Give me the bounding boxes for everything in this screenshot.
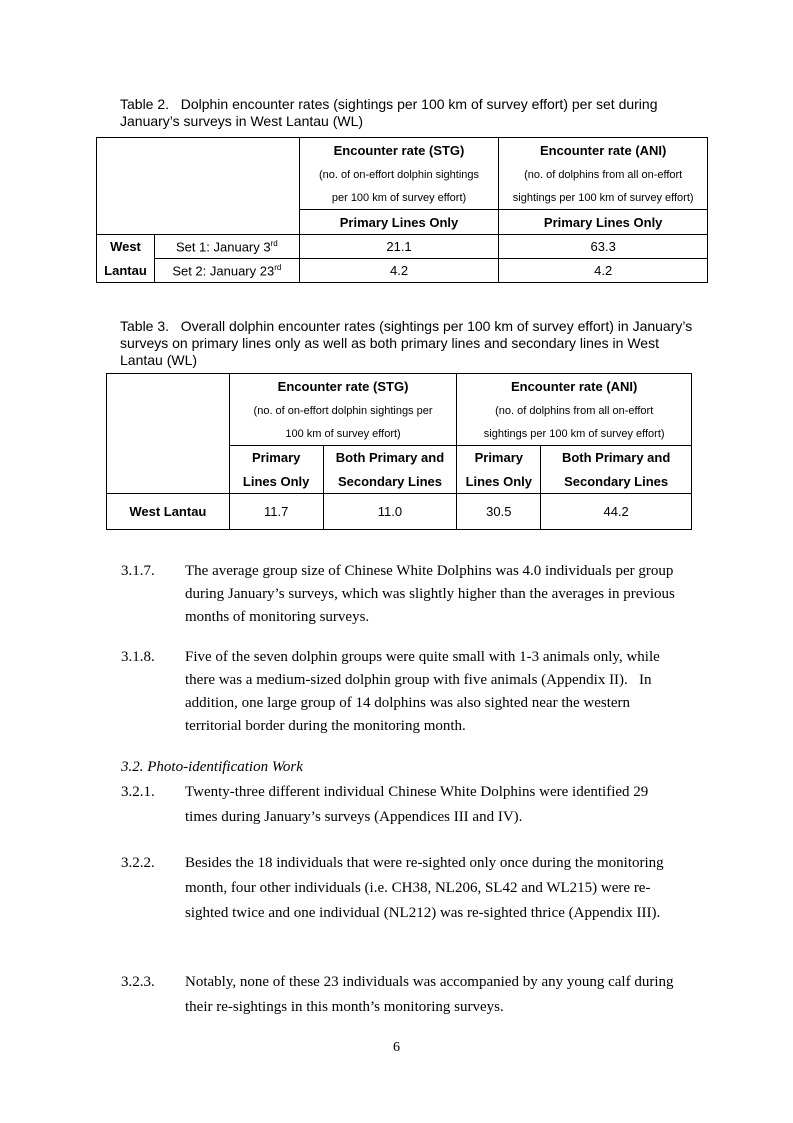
table3-col-both-l2: Secondary Lines [541,470,692,494]
table2-set-text: Set 1: January 3 [175,239,271,255]
table3-stg-header: Encounter rate (STG) [229,374,457,400]
table2-set-superscript: rd [274,262,282,272]
table3-col-primary-l1: Primary [229,446,323,470]
table-row [97,235,708,259]
table2-stg-primary-only: Primary Lines Only [299,210,499,235]
paragraph-text: Twenty-three different individual Chinese White Dolphins were identified 29 times during January’s surveys (Appendices III and IV). [185,784,649,825]
table3-corner-cell [107,374,230,494]
paragraph-3-1-8 [121,646,681,738]
table2-stg-value: 4.2 [299,259,499,283]
table2-caption-number: Table 2. [120,96,170,112]
table3-stg-subheader-1: (no. of on-effort dolphin sightings per [229,400,457,423]
table3-caption [120,318,700,369]
table3 [106,373,692,530]
paragraph-number: 3.2.2. [121,855,155,871]
paragraph-number: 3.2.3. [121,974,155,990]
paragraph-number: 3.1.8. [121,649,155,665]
table3-stg-subheader-2: 100 km of survey effort) [229,423,457,446]
table3-col-primary-l2: Lines Only [457,470,541,494]
table2-stg-subheader-1: (no. of on-effort dolphin sightings [299,164,499,187]
table2-corner-cell [97,138,300,235]
paragraph-3-2-3 [121,970,681,1020]
table3-col-primary-l2: Lines Only [229,470,323,494]
table3-value: 11.7 [229,494,323,530]
table2-stg-value: 21.1 [299,235,499,259]
paragraph-3-2-1 [121,780,681,830]
table2-ani-value: 4.2 [499,259,708,283]
table3-col-both-l2: Secondary Lines [323,470,457,494]
paragraph-number: 3.2.1. [121,784,155,800]
table2-ani-subheader-2: sightings per 100 km of survey effort) [499,187,708,210]
page-number: 6 [393,1040,400,1055]
paragraph-text: The average group size of Chinese White Dolphins was 4.0 individuals per group during January’s surveys, which was slightly higher than the averages in previous months of monitoring surveys. [185,563,675,625]
table2-caption [120,96,700,130]
paragraph-text: Besides the 18 individuals that were re-sighted only once during the monitoring month, four other individuals (i.e. CH38, NL206, SL42 and WL215) were re-sighted twice and one individual (NL212) was re-sighted thrice (Appendix III). [185,855,664,921]
table3-col-both-l1: Both Primary and [541,446,692,470]
table2-set-superscript: rd [270,238,278,248]
table3-ani-subheader-1: (no. of dolphins from all on-effort [457,400,692,423]
table2-area-label-2: Lantau [97,259,155,283]
table3-col-both-l1: Both Primary and [323,446,457,470]
table2-ani-primary-only: Primary Lines Only [499,210,708,235]
table3-col-primary-l1: Primary [457,446,541,470]
table2-ani-header: Encounter rate (ANI) [499,138,708,164]
section-heading-3-2: 3.2. Photo-identification Work [121,759,303,775]
table2-set-label [154,259,299,283]
table2 [96,137,708,283]
table2-stg-header: Encounter rate (STG) [299,138,499,164]
table3-caption-text: Overall dolphin encounter rates (sightings per 100 km of survey effort) in January’s surveys on primary lines only as well as both primary lines and secondary lines in West Lantau (WL) [120,318,693,368]
table2-area-label-1: West [97,235,155,259]
paragraph-text: Notably, none of these 23 individuals was accompanied by any young calf during their re-sightings in this month’s monitoring surveys. [185,974,674,1015]
table3-value: 30.5 [457,494,541,530]
table3-caption-number: Table 3. [120,318,170,334]
paragraph-3-2-2 [121,851,681,926]
table2-set-label [154,235,299,259]
table3-value: 44.2 [541,494,692,530]
table2-ani-subheader-1: (no. of dolphins from all on-effort [499,164,708,187]
paragraph-3-1-7 [121,560,681,629]
table3-ani-subheader-2: sightings per 100 km of survey effort) [457,423,692,446]
table3-ani-header: Encounter rate (ANI) [457,374,692,400]
table2-stg-subheader-2: per 100 km of survey effort) [299,187,499,210]
table2-set-text: Set 2: January 23 [172,263,275,279]
table3-value: 11.0 [323,494,457,530]
table3-row-label: West Lantau [107,494,230,530]
paragraph-text: Five of the seven dolphin groups were quite small with 1-3 animals only, while there was a medium-sized dolphin group with five animals (Appendix II). In addition, one large group of 14 dolphins was also sighted near the western territorial border during the monitoring month. [185,649,660,734]
table-row [97,259,708,283]
table-row [107,494,692,530]
paragraph-number: 3.1.7. [121,563,155,579]
table2-ani-value: 63.3 [499,235,708,259]
table2-caption-text: Dolphin encounter rates (sightings per 100 km of survey effort) per set during January’s surveys in West Lantau (WL) [120,96,658,129]
